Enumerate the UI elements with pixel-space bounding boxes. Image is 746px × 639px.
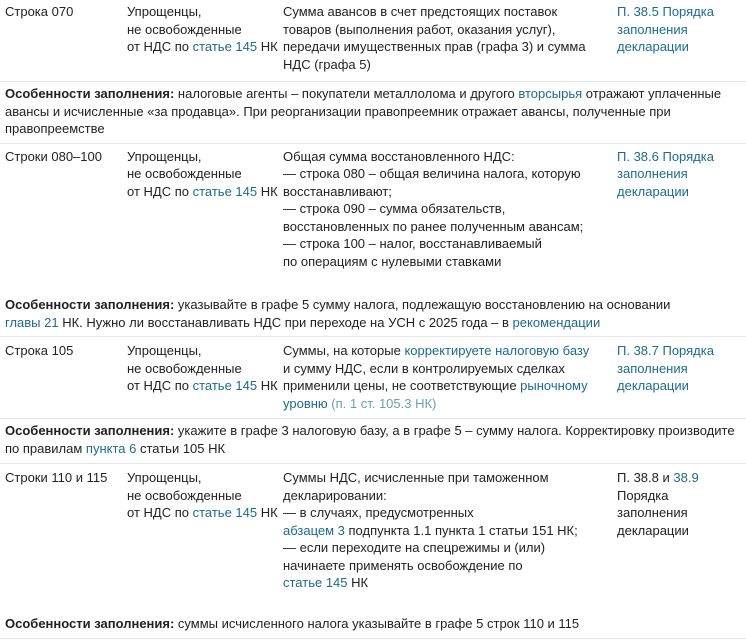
- who-line: не освобожденные: [127, 360, 283, 378]
- who-line: Упрощенцы,: [127, 148, 283, 166]
- line-number: Строки 080–100: [0, 148, 127, 271]
- reference-cell[interactable]: [617, 3, 743, 73]
- ref-line: П. 38.7 Порядка: [617, 342, 743, 360]
- who-tail: НК: [257, 184, 278, 199]
- who-cell: [127, 3, 283, 73]
- desc-line: — строка 080 – общая величина налога, которую: [283, 165, 617, 183]
- desc-line: — если переходите на спецрежимы и (или): [283, 539, 617, 557]
- who-line: Упрощенцы,: [127, 469, 283, 487]
- desc-line: начинаете применять освобождение по: [283, 557, 617, 575]
- ref-line: заполнения: [617, 165, 743, 183]
- who-line: не освобожденные: [127, 21, 283, 39]
- note-text: правопреемстве: [5, 120, 741, 138]
- reference-cell[interactable]: [617, 148, 743, 271]
- desc-line: НДС (графа 5): [283, 56, 617, 74]
- note-text: НК. Нужно ли восстанавливать НДС при переходе на УСН с 2025 года – в: [59, 315, 513, 330]
- paragraph-3-link[interactable]: абзацем 3: [283, 523, 345, 538]
- desc-line: — строка 100 – налог, восстанавливаемый: [283, 235, 617, 253]
- description-cell: [283, 469, 617, 592]
- recommendation-link[interactable]: рекомендации: [513, 315, 601, 330]
- table-row: [0, 144, 746, 297]
- article-145-link[interactable]: статье 145: [283, 575, 348, 590]
- desc-line: передачи имущественных прав (графа 3) и сумма: [283, 38, 617, 56]
- desc-text: подпункта 1.1 пункта 1 статьи 151 НК;: [345, 523, 578, 538]
- ref-line: заполнения: [617, 21, 743, 39]
- note-link[interactable]: главы 21: [5, 315, 59, 330]
- desc-title: Суммы НДС, исчисленные при таможенном: [283, 469, 617, 487]
- ref-line: Порядка: [617, 487, 743, 505]
- note-label: Особенности заполнения:: [5, 423, 174, 438]
- desc-title: декларировании:: [283, 487, 617, 505]
- note-text: налоговые агенты – покупатели металлолома и другого: [174, 86, 518, 101]
- tax-base-link[interactable]: корректируете налоговую базу: [404, 343, 589, 358]
- note-text: по правилам: [5, 441, 86, 456]
- desc-line: и сумму НДС, если в контролируемых сделках: [283, 360, 617, 378]
- note-text: отражают уплаченные: [582, 86, 721, 101]
- who-line: Упрощенцы,: [127, 3, 283, 21]
- who-cell: [127, 342, 283, 412]
- reference-cell: [617, 469, 743, 592]
- note-text: укажите в графе 3 налоговую базу, а в графе 5 – сумму налога. Корректировку производите: [174, 423, 734, 438]
- desc-citation: (п. 1 ст. 105.3 НК): [328, 396, 437, 411]
- note-text: авансы и исчисленные «за продавца». При реорганизации правопреемник отражает авансы, полученные при: [5, 103, 741, 121]
- line-number: Строка 070: [0, 3, 127, 73]
- desc-title: Общая сумма восстановленного НДС:: [283, 148, 617, 166]
- ref-line: заполнения: [617, 504, 743, 522]
- table-row: [0, 464, 746, 615]
- market-link[interactable]: рыночному: [520, 378, 587, 393]
- market-level-link[interactable]: уровню: [283, 396, 328, 411]
- who-line: Упрощенцы,: [127, 342, 283, 360]
- filling-note: [0, 419, 746, 464]
- article-145-link[interactable]: статье 145: [193, 378, 258, 393]
- table-row: [0, 0, 746, 82]
- filling-note: [0, 296, 746, 337]
- note-text: суммы исчисленного налога указывайте в графе 5 строк 110 и 115: [174, 616, 579, 631]
- ref-line: П. 38.5 Порядка: [617, 3, 743, 21]
- article-145-link[interactable]: статье 145: [193, 505, 258, 520]
- who-line: не освобожденные: [127, 487, 283, 505]
- desc-line: — в случаях, предусмотренных: [283, 504, 617, 522]
- who-line: от НДС по: [127, 39, 193, 54]
- desc-text: применили цены, не соответствующие: [283, 378, 520, 393]
- reference-link[interactable]: [617, 148, 743, 201]
- filling-note: [0, 82, 746, 144]
- description-cell: [283, 342, 617, 412]
- who-cell: [127, 469, 283, 592]
- ref-text: П. 38.8: [617, 470, 659, 485]
- who-line: не освобожденные: [127, 165, 283, 183]
- who-cell: [127, 148, 283, 271]
- desc-line: восстановленных по ранее полученным авансам;: [283, 218, 617, 236]
- desc-line: восстанавливают;: [283, 183, 617, 201]
- who-tail: НК: [257, 505, 278, 520]
- desc-text: Суммы, на которые: [283, 343, 404, 358]
- line-number: Строки 110 и 115: [0, 469, 127, 592]
- ref-line: П. 38.6 Порядка: [617, 148, 743, 166]
- article-145-link[interactable]: статье 145: [193, 184, 258, 199]
- ref-line: заполнения: [617, 360, 743, 378]
- table-row: [0, 337, 746, 419]
- note-label: Особенности заполнения:: [5, 86, 174, 101]
- desc-line: товаров (выполнения работ, оказания услуг),: [283, 21, 617, 39]
- note-text: указывайте в графе 5 сумму налога, подлежащую восстановлению на основании: [174, 297, 670, 312]
- desc-text: НК: [348, 575, 369, 590]
- desc-line: Сумма авансов в счет предстоящих поставок: [283, 3, 617, 21]
- who-line: от НДС по: [127, 184, 193, 199]
- reference-cell[interactable]: [617, 342, 743, 412]
- ref-line: декларации: [617, 38, 743, 56]
- ref-text: и: [659, 470, 674, 485]
- desc-line: по операциям с нулевыми ставками: [283, 253, 617, 271]
- who-tail: НК: [257, 378, 278, 393]
- note-link[interactable]: вторсырья: [518, 86, 582, 101]
- note-text: статьи 105 НК: [136, 441, 225, 456]
- description-cell: [283, 148, 617, 271]
- line-number: Строка 105: [0, 342, 127, 412]
- ref-line: декларации: [617, 183, 743, 201]
- note-label: Особенности заполнения:: [5, 616, 174, 631]
- note-link[interactable]: пункта 6: [86, 441, 136, 456]
- ref-line: декларации: [617, 522, 743, 540]
- reference-link[interactable]: 38.9: [673, 470, 698, 485]
- note-label: Особенности заполнения:: [5, 297, 174, 312]
- reference-link[interactable]: [617, 342, 743, 395]
- who-line: от НДС по: [127, 378, 193, 393]
- description-cell: [283, 3, 617, 73]
- desc-line: — строка 090 – сумма обязательств,: [283, 200, 617, 218]
- article-145-link[interactable]: статье 145: [193, 39, 258, 54]
- reference-link[interactable]: [617, 3, 743, 56]
- who-tail: НК: [257, 39, 278, 54]
- ref-line: декларации: [617, 377, 743, 395]
- who-line: от НДС по: [127, 505, 193, 520]
- filling-note: [0, 615, 746, 639]
